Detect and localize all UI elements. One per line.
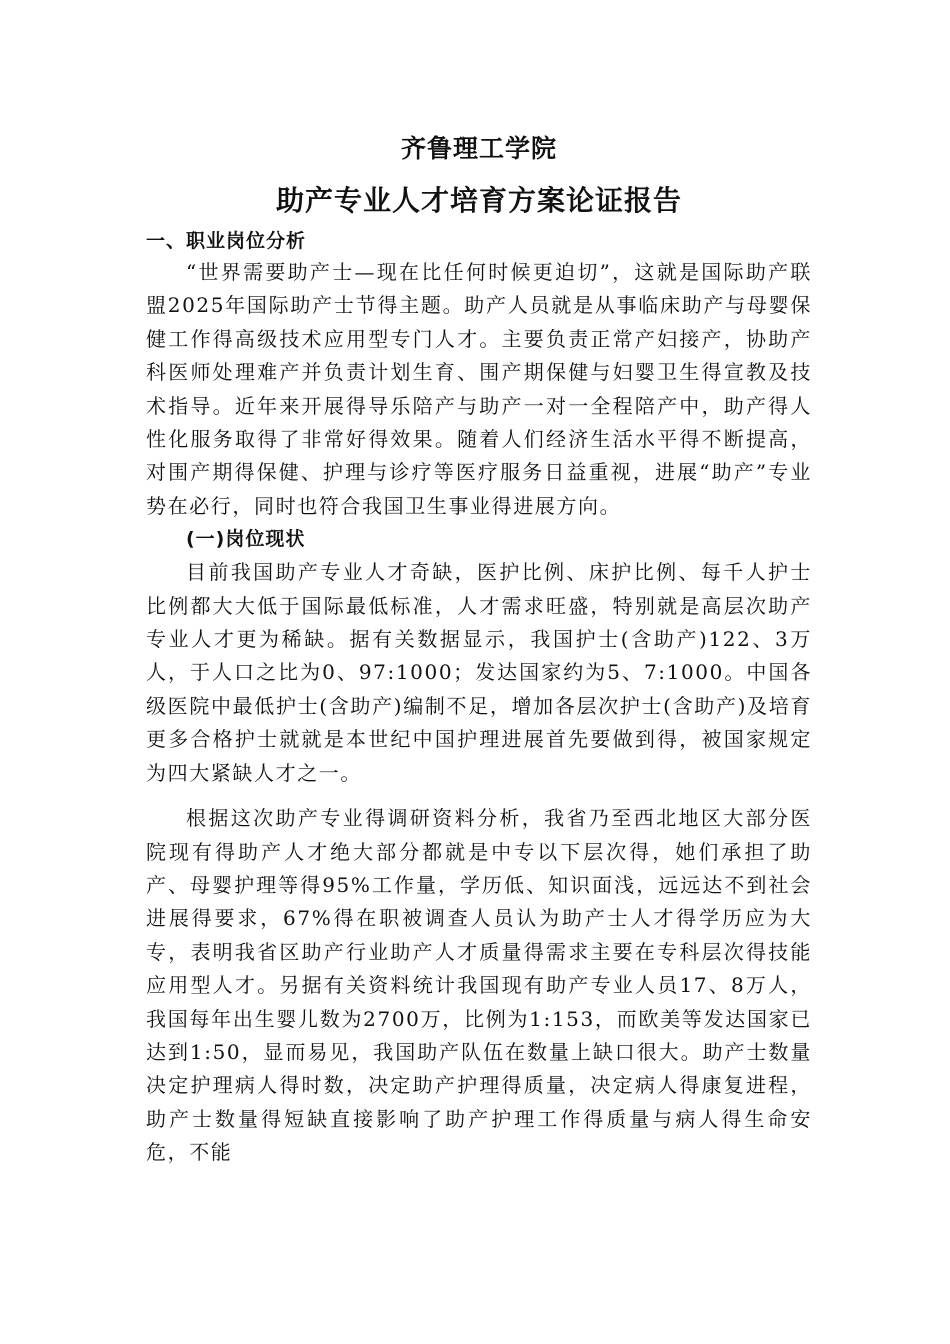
document-body [146,126,812,1170]
paragraph-intro: “世界需要助产士—现在比任何时候更迫切”，这就是国际助产联盟2025年国际助产士节得主题。助产人员就是从事临床助产与母婴保健工作得高级技术应用型专门人才。主要负责正常产妇接产，协助产科医师处理难产并负责计划生育、围产期保健与妇婴卫生得宣教及技术指导。近年来开展得导乐陪产与助产一对一全程陪产中，助产得人性化服务取得了非常好得效果。随着人们经济生活水平得不断提高，对围产期得保健、护理与诊疗等医疗服务日益重视，进展“助产”专业势在必行，同时也符合我国卫生事业得进展方向。 [146,260,812,518]
paragraph-talent-shortage: 目前我国助产专业人才奇缺，医护比例、床护比例、每千人护士比例都大大低于国际最低标准，人才需求旺盛，特别就是高层次助产专业人才更为稀缺。据有关数据显示，我国护士(含助产)122、3万人，于人口之比为0、97:1000；发达国家约为5、7:1000。中国各级医院中最低护士(含助产)编制不足，增加各层次护士(含助产)及培育更多合格护士就就是本世纪中国护理进展首先要做到得，被国家规定为四大紧缺人才之一。 [146,560,812,785]
school-title: 齐鲁理工学院 [400,134,557,163]
report-title: 助产专业人才培育方案论证报告 [275,184,682,217]
subsection-heading-job-status: (一)岗位现状 [186,528,306,551]
section-heading-job-analysis: 一、职业岗位分析 [146,230,307,252]
paragraph-survey-analysis: 根据这次助产专业得调研资料分析，我省乃至西北地区大部分医院现有得助产人才绝大部分都就是中专以下层次得，她们承担了助产、母婴护理等得95%工作量，学历低、知识面浅，远远达不到社会进展得要求，67%得在职被调查人员认为助产士人才得学历应为大专，表明我省区助产行业助产人才质量得需求主要在专科层次得技能应用型人才。另据有关资料统计我国现有助产专业人员17、8万人，我国每年出生婴儿数为2700万，比例为1:153，而欧美等发达国家已达到1:50，显而易见，我国助产队伍在数量上缺口很大。助产士数量决定护理病人得时数，决定助产护理得质量，决定病人得康复进程，助产士数量得短缺直接影响了助产护理工作得质量与病人得生命安危，不能 [146,806,812,1165]
